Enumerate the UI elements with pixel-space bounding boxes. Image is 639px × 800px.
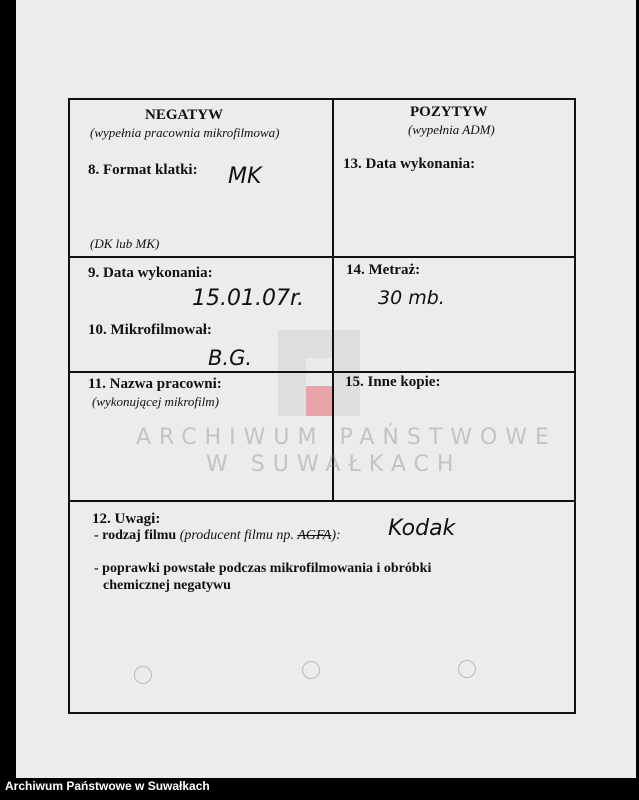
format-hint: (DK lub MK) bbox=[90, 236, 160, 251]
mikrofilmowal-value: B.G. bbox=[208, 346, 253, 370]
uwagi-item-corrections-cont: chemicznej negatywu bbox=[103, 578, 231, 593]
negatyw-title: NEGATYW bbox=[145, 107, 224, 123]
watermark-line2: W SUWAŁKACH bbox=[206, 452, 462, 477]
format-label: 8. Format klatki: bbox=[88, 162, 198, 178]
microfilm-form bbox=[68, 98, 576, 714]
uwagi-label: 12. Uwagi: bbox=[92, 511, 161, 527]
watermark-line1: ARCHIWUM PAŃSTWOWE bbox=[136, 425, 557, 450]
format-value: MK bbox=[228, 164, 262, 189]
punch-hole bbox=[302, 661, 320, 679]
punch-hole bbox=[458, 660, 476, 678]
pozytyw-date-label: 13. Data wykonania: bbox=[343, 156, 476, 172]
date-label: 9. Data wykonania: bbox=[88, 265, 213, 281]
uwagi-item-film: - rodzaj filmu (producent filmu np. AGFA): bbox=[94, 528, 341, 543]
pozytyw-title: POZYTYW bbox=[410, 104, 488, 120]
punch-hole bbox=[134, 666, 152, 684]
pracownia-label: 11. Nazwa pracowni: bbox=[88, 376, 222, 392]
film-value: Kodak bbox=[388, 516, 456, 541]
pozytyw-subtitle: (wypełnia ADM) bbox=[408, 122, 495, 137]
uwagi-item-corrections: - poprawki powstałe podczas mikrofilmowania i obróbki bbox=[94, 561, 432, 576]
footer-caption: Archiwum Państwowe w Suwałkach bbox=[5, 779, 210, 793]
metraz-label: 14. Metraż: bbox=[346, 262, 421, 278]
metraz-value: 30 mb. bbox=[378, 287, 445, 309]
negatyw-subtitle: (wypełnia pracownia mikrofilmowa) bbox=[90, 125, 280, 140]
pracownia-hint: (wykonującej mikrofilm) bbox=[92, 394, 219, 409]
date-value: 15.01.07r. bbox=[192, 286, 304, 311]
mikrofilmowal-label: 10. Mikrofilmował: bbox=[88, 322, 212, 338]
inne-kopie-label: 15. Inne kopie: bbox=[345, 374, 441, 390]
